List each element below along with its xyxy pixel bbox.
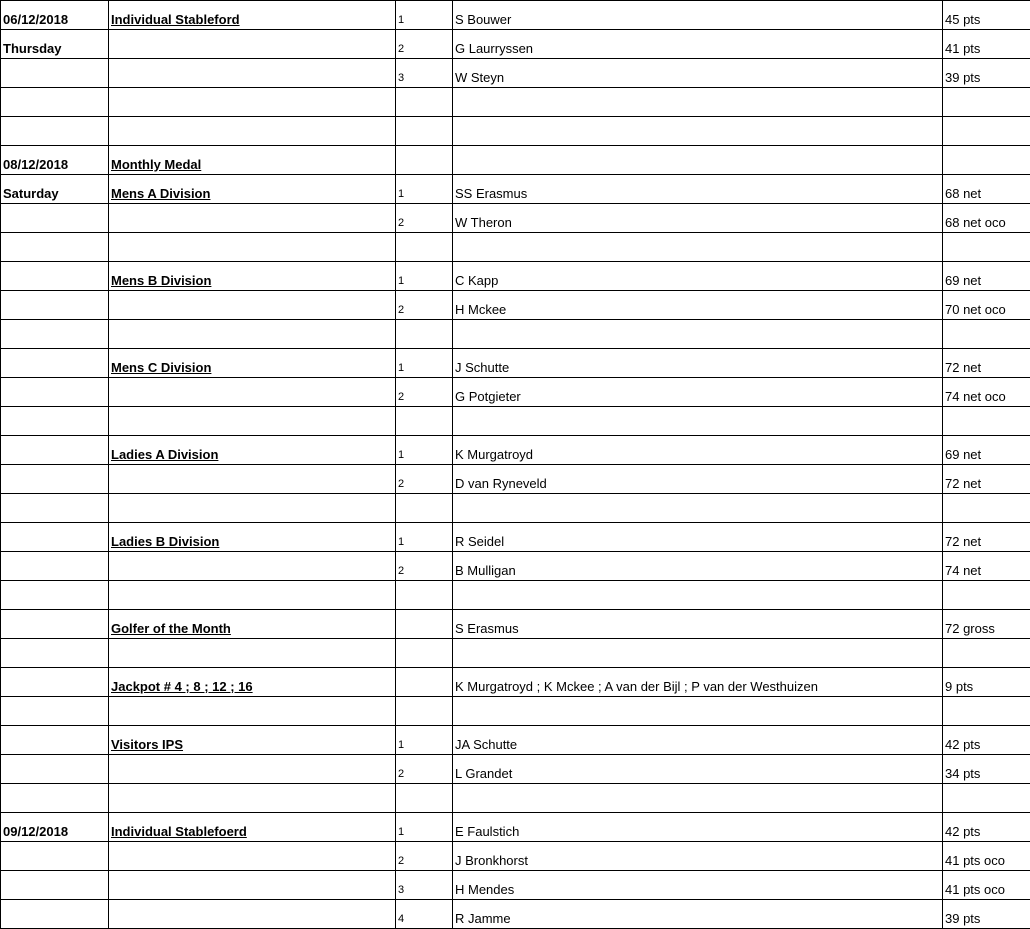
player-name-cell[interactable] (453, 639, 943, 668)
score-cell[interactable] (943, 320, 1030, 349)
score-cell[interactable]: 34 pts (943, 755, 1030, 784)
position-cell[interactable] (396, 88, 453, 117)
position-cell[interactable]: 4 (396, 900, 453, 929)
date-cell[interactable] (1, 871, 109, 900)
event-cell[interactable] (109, 494, 396, 523)
position-cell[interactable] (396, 146, 453, 175)
position-cell[interactable]: 2 (396, 552, 453, 581)
player-name-cell[interactable]: K Murgatroyd (453, 436, 943, 465)
table-row (1, 726, 1030, 755)
score-cell[interactable]: 74 net (943, 552, 1030, 581)
event-cell[interactable] (109, 30, 396, 59)
position-cell[interactable] (396, 407, 453, 436)
date-cell[interactable] (1, 523, 109, 552)
table-row (1, 436, 1030, 465)
player-name-cell[interactable] (453, 494, 943, 523)
table-row (1, 30, 1030, 59)
position-cell[interactable] (396, 639, 453, 668)
table-row (1, 204, 1030, 233)
date-cell[interactable] (1, 581, 109, 610)
table-row (1, 871, 1030, 900)
table-row (1, 59, 1030, 88)
position-cell[interactable]: 2 (396, 378, 453, 407)
player-name-cell[interactable] (453, 320, 943, 349)
date-cell[interactable]: 06/12/2018 (1, 1, 109, 30)
score-cell[interactable]: 41 pts (943, 30, 1030, 59)
position-cell[interactable]: 1 (396, 349, 453, 378)
position-cell[interactable]: 1 (396, 262, 453, 291)
table-row (1, 117, 1030, 146)
position-cell[interactable]: 3 (396, 59, 453, 88)
event-cell[interactable]: Golfer of the Month (109, 610, 396, 639)
player-name-cell[interactable] (453, 117, 943, 146)
player-name-cell[interactable]: D van Ryneveld (453, 465, 943, 494)
date-cell[interactable] (1, 233, 109, 262)
position-cell[interactable] (396, 581, 453, 610)
score-cell[interactable] (943, 146, 1030, 175)
position-cell[interactable]: 1 (396, 436, 453, 465)
date-cell[interactable] (1, 697, 109, 726)
score-cell[interactable] (943, 494, 1030, 523)
date-cell[interactable] (1, 639, 109, 668)
position-cell[interactable]: 1 (396, 175, 453, 204)
score-cell[interactable] (943, 784, 1030, 813)
table-row (1, 697, 1030, 726)
score-cell[interactable]: 69 net (943, 262, 1030, 291)
date-cell[interactable] (1, 900, 109, 929)
table-row (1, 494, 1030, 523)
table-row (1, 784, 1030, 813)
score-cell[interactable] (943, 639, 1030, 668)
event-cell[interactable] (109, 784, 396, 813)
player-name-cell[interactable]: S Bouwer (453, 1, 943, 30)
score-cell[interactable] (943, 697, 1030, 726)
event-cell[interactable]: Jackpot # 4 ; 8 ; 12 ; 16 (109, 668, 396, 697)
player-name-cell[interactable]: C Kapp (453, 262, 943, 291)
position-cell[interactable]: 2 (396, 291, 453, 320)
score-cell[interactable]: 72 net (943, 523, 1030, 552)
table-row (1, 610, 1030, 639)
event-cell[interactable] (109, 900, 396, 929)
player-name-cell[interactable] (453, 146, 943, 175)
score-cell[interactable]: 72 net (943, 349, 1030, 378)
event-cell[interactable] (109, 378, 396, 407)
position-cell[interactable] (396, 784, 453, 813)
results-body (1, 1, 1030, 929)
event-cell[interactable] (109, 697, 396, 726)
date-cell[interactable] (1, 465, 109, 494)
date-cell[interactable] (1, 494, 109, 523)
player-name-cell[interactable]: W Steyn (453, 59, 943, 88)
table-row (1, 552, 1030, 581)
date-cell[interactable] (1, 436, 109, 465)
player-name-cell[interactable]: SS Erasmus (453, 175, 943, 204)
table-row (1, 900, 1030, 929)
score-cell[interactable]: 72 net (943, 465, 1030, 494)
event-cell[interactable] (109, 552, 396, 581)
player-name-cell[interactable]: J Bronkhorst (453, 842, 943, 871)
event-cell[interactable] (109, 233, 396, 262)
event-cell[interactable] (109, 842, 396, 871)
table-row (1, 523, 1030, 552)
table-row (1, 842, 1030, 871)
event-cell[interactable] (109, 291, 396, 320)
event-cell[interactable] (109, 465, 396, 494)
date-cell[interactable]: Saturday (1, 175, 109, 204)
date-cell[interactable] (1, 378, 109, 407)
position-cell[interactable] (396, 320, 453, 349)
score-cell[interactable]: 39 pts (943, 900, 1030, 929)
score-cell[interactable]: 70 net oco (943, 291, 1030, 320)
player-name-cell[interactable] (453, 697, 943, 726)
score-cell[interactable] (943, 407, 1030, 436)
table-row (1, 262, 1030, 291)
date-cell[interactable] (1, 320, 109, 349)
table-row (1, 175, 1030, 204)
table-row (1, 1, 1030, 30)
date-cell[interactable] (1, 842, 109, 871)
player-name-cell[interactable]: B Mulligan (453, 552, 943, 581)
date-cell[interactable] (1, 668, 109, 697)
date-cell[interactable] (1, 784, 109, 813)
position-cell[interactable]: 2 (396, 30, 453, 59)
table-row (1, 755, 1030, 784)
position-cell[interactable]: 1 (396, 726, 453, 755)
table-row (1, 668, 1030, 697)
player-name-cell[interactable]: L Grandet (453, 755, 943, 784)
position-cell[interactable]: 2 (396, 842, 453, 871)
player-name-cell[interactable]: W Theron (453, 204, 943, 233)
player-name-cell[interactable]: G Potgieter (453, 378, 943, 407)
table-row (1, 349, 1030, 378)
player-name-cell[interactable] (453, 407, 943, 436)
event-cell[interactable]: Ladies A Division (109, 436, 396, 465)
event-cell[interactable]: Mens A Division (109, 175, 396, 204)
table-row (1, 639, 1030, 668)
position-cell[interactable] (396, 117, 453, 146)
date-cell[interactable] (1, 726, 109, 755)
position-cell[interactable]: 1 (396, 523, 453, 552)
score-cell[interactable]: 68 net (943, 175, 1030, 204)
position-cell[interactable]: 2 (396, 465, 453, 494)
event-cell[interactable] (109, 59, 396, 88)
player-name-cell[interactable]: J Schutte (453, 349, 943, 378)
event-cell[interactable]: Individual Stableford (109, 1, 396, 30)
event-cell[interactable] (109, 639, 396, 668)
event-cell[interactable]: Mens B Division (109, 262, 396, 291)
score-cell[interactable]: 9 pts (943, 668, 1030, 697)
date-cell[interactable] (1, 117, 109, 146)
score-cell[interactable] (943, 88, 1030, 117)
event-cell[interactable]: Individual Stablefoerd (109, 813, 396, 842)
score-cell[interactable] (943, 233, 1030, 262)
position-cell[interactable] (396, 668, 453, 697)
score-cell[interactable]: 45 pts (943, 1, 1030, 30)
table-row (1, 813, 1030, 842)
player-name-cell[interactable]: R Seidel (453, 523, 943, 552)
player-name-cell[interactable] (453, 88, 943, 117)
event-cell[interactable] (109, 117, 396, 146)
table-row (1, 407, 1030, 436)
position-cell[interactable]: 3 (396, 871, 453, 900)
date-cell[interactable] (1, 407, 109, 436)
score-cell[interactable]: 42 pts (943, 726, 1030, 755)
table-row (1, 465, 1030, 494)
score-cell[interactable]: 41 pts oco (943, 842, 1030, 871)
score-cell[interactable]: 72 gross (943, 610, 1030, 639)
event-cell[interactable]: Monthly Medal (109, 146, 396, 175)
date-cell[interactable] (1, 88, 109, 117)
score-cell[interactable]: 69 net (943, 436, 1030, 465)
player-name-cell[interactable]: H Mckee (453, 291, 943, 320)
score-cell[interactable] (943, 581, 1030, 610)
player-name-cell[interactable]: K Murgatroyd ; K Mckee ; A van der Bijl ; P van der Westhuizen (453, 668, 943, 697)
player-name-cell[interactable]: E Faulstich (453, 813, 943, 842)
position-cell[interactable]: 2 (396, 755, 453, 784)
date-cell[interactable] (1, 204, 109, 233)
score-cell[interactable]: 41 pts oco (943, 871, 1030, 900)
score-cell[interactable]: 68 net oco (943, 204, 1030, 233)
table-row (1, 378, 1030, 407)
position-cell[interactable]: 1 (396, 1, 453, 30)
event-cell[interactable] (109, 755, 396, 784)
position-cell[interactable] (396, 697, 453, 726)
event-cell[interactable] (109, 204, 396, 233)
player-name-cell[interactable]: R Jamme (453, 900, 943, 929)
table-row (1, 320, 1030, 349)
position-cell[interactable]: 1 (396, 813, 453, 842)
position-cell[interactable] (396, 610, 453, 639)
event-cell[interactable] (109, 871, 396, 900)
event-cell[interactable] (109, 88, 396, 117)
position-cell[interactable]: 2 (396, 204, 453, 233)
table-row (1, 291, 1030, 320)
player-name-cell[interactable] (453, 784, 943, 813)
player-name-cell[interactable]: G Laurryssen (453, 30, 943, 59)
score-cell[interactable]: 39 pts (943, 59, 1030, 88)
date-cell[interactable] (1, 59, 109, 88)
score-cell[interactable]: 42 pts (943, 813, 1030, 842)
event-cell[interactable] (109, 320, 396, 349)
score-cell[interactable]: 74 net oco (943, 378, 1030, 407)
date-cell[interactable]: 08/12/2018 (1, 146, 109, 175)
date-cell[interactable] (1, 291, 109, 320)
date-cell[interactable] (1, 262, 109, 291)
event-cell[interactable]: Visitors IPS (109, 726, 396, 755)
table-row (1, 233, 1030, 262)
date-cell[interactable]: Thursday (1, 30, 109, 59)
player-name-cell[interactable] (453, 581, 943, 610)
table-row (1, 88, 1030, 117)
score-cell[interactable] (943, 117, 1030, 146)
date-cell[interactable]: 09/12/2018 (1, 813, 109, 842)
position-cell[interactable] (396, 233, 453, 262)
player-name-cell[interactable] (453, 233, 943, 262)
player-name-cell[interactable]: S Erasmus (453, 610, 943, 639)
date-cell[interactable] (1, 610, 109, 639)
event-cell[interactable] (109, 581, 396, 610)
event-cell[interactable]: Mens C Division (109, 349, 396, 378)
event-cell[interactable] (109, 407, 396, 436)
date-cell[interactable] (1, 552, 109, 581)
table-row (1, 146, 1030, 175)
event-cell[interactable]: Ladies B Division (109, 523, 396, 552)
position-cell[interactable] (396, 494, 453, 523)
player-name-cell[interactable]: H Mendes (453, 871, 943, 900)
player-name-cell[interactable]: JA Schutte (453, 726, 943, 755)
table-row (1, 581, 1030, 610)
date-cell[interactable] (1, 349, 109, 378)
date-cell[interactable] (1, 755, 109, 784)
